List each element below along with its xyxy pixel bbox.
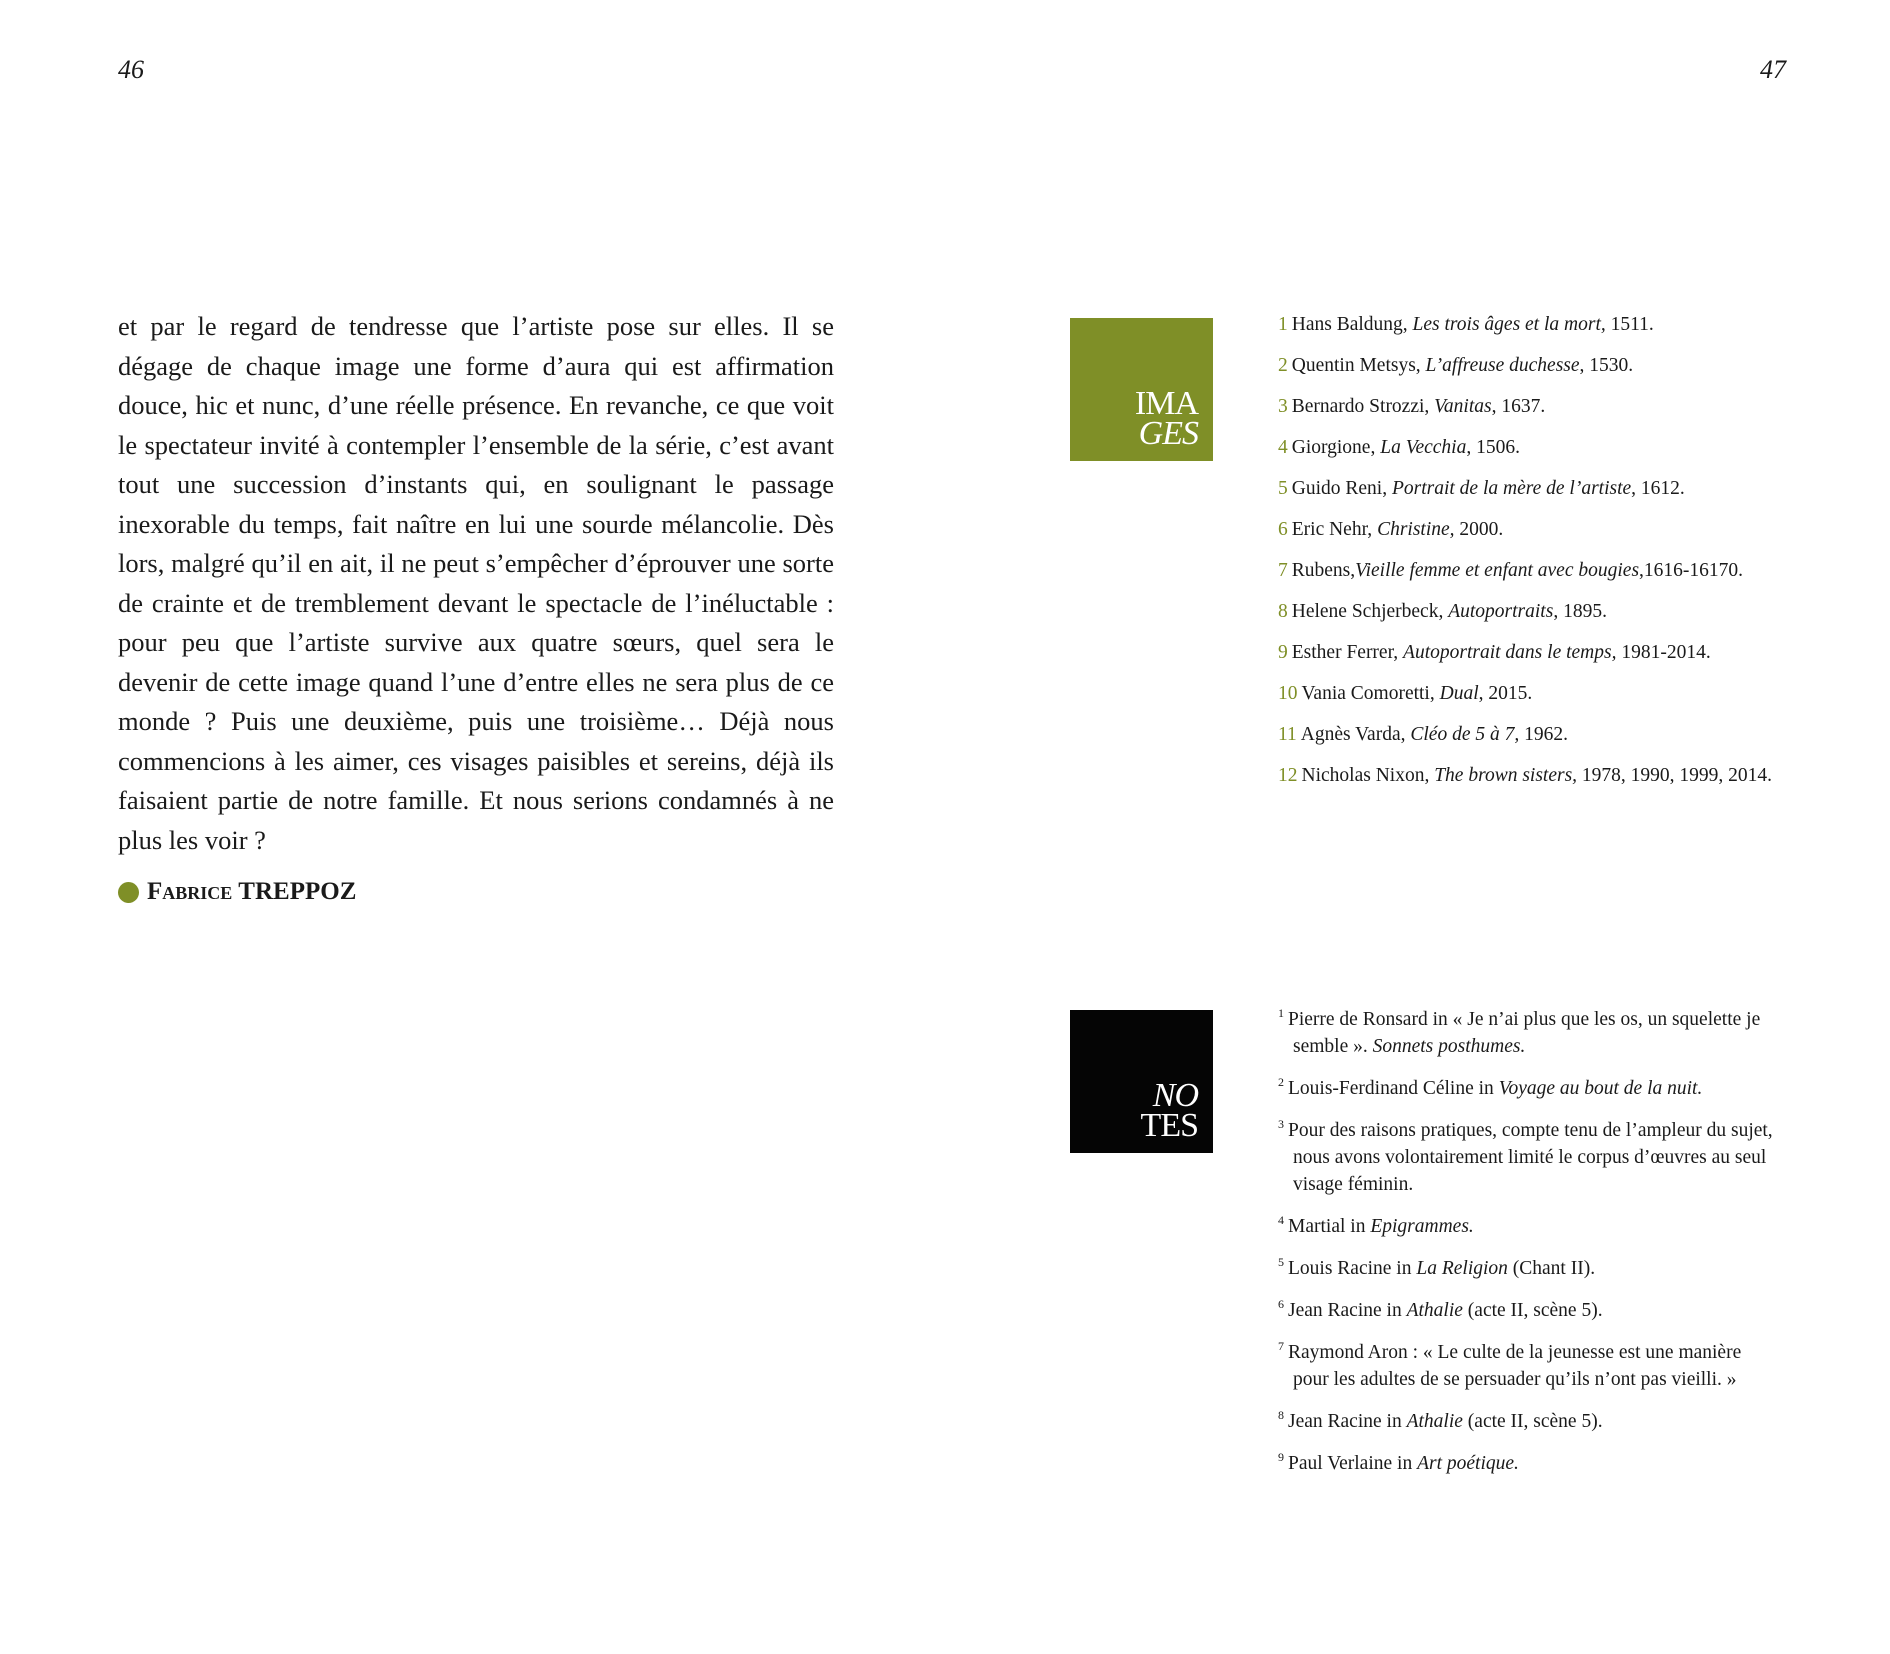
- images-label-line-1: IMA: [1134, 385, 1198, 422]
- image-credit-item: [1278, 434, 1778, 461]
- note-number: 9: [1278, 1450, 1284, 1464]
- image-credit-date: , 1612.: [1631, 478, 1685, 499]
- note-text-after: (acte II, scène 5).: [1462, 1300, 1603, 1321]
- note-number: 6: [1278, 1297, 1284, 1311]
- image-credit-number: 6: [1278, 519, 1288, 540]
- note-text: Raymond Aron : « Le culte de la jeunesse est une manière pour les adultes de se persuader qu’ils n’ont pas vieilli. »: [1288, 1342, 1742, 1390]
- image-credit-title: Vieille femme et enfant avec bougies: [1355, 560, 1640, 581]
- image-credit-title: La Vecchia: [1380, 437, 1467, 458]
- page-number-left: 46: [118, 55, 144, 84]
- image-credit-title: L’affreuse duchesse: [1425, 355, 1580, 376]
- note-number: 3: [1278, 1117, 1284, 1131]
- image-credit-artist: Rubens,: [1291, 560, 1356, 581]
- image-credit-artist: Bernardo Strozzi,: [1291, 396, 1435, 417]
- note-text: Paul Verlaine in: [1288, 1453, 1418, 1474]
- note-text: Pour des raisons pratiques, compte tenu de l’ampleur du sujet, nous avons volontairement limité le corpus d’œuvres au seul visage féminin.: [1288, 1120, 1773, 1195]
- image-credit-artist: Agnès Varda,: [1300, 724, 1411, 745]
- image-credit-number: 11: [1278, 724, 1297, 745]
- note-text-after: (Chant II).: [1507, 1258, 1596, 1279]
- image-credit-title: Cléo de 5 à 7,: [1410, 724, 1520, 745]
- image-credit-title: Autoportraits: [1448, 601, 1554, 622]
- image-credit-title: Dual: [1439, 683, 1479, 704]
- note-item: [1278, 1255, 1778, 1282]
- note-number: 5: [1278, 1255, 1284, 1269]
- image-credit-title: Christine,: [1377, 519, 1455, 540]
- image-credit-artist: Eric Nehr,: [1291, 519, 1378, 540]
- note-title: Sonnets posthumes.: [1372, 1036, 1526, 1057]
- note-item: [1278, 1117, 1778, 1198]
- images-label-line-2: GES: [1138, 415, 1198, 452]
- image-credit-title: Portrait de la mère de l’artiste: [1391, 478, 1632, 499]
- image-credit-artist: Helene Schjerbeck,: [1291, 601, 1449, 622]
- image-credit-date: , 1530.: [1579, 355, 1634, 376]
- image-credit-artist: Quentin Metsys,: [1291, 355, 1426, 376]
- note-item: [1278, 1006, 1778, 1060]
- note-item: [1278, 1075, 1778, 1102]
- page-number-right: 47: [1760, 55, 1786, 84]
- bullet-dot-icon: [118, 882, 139, 903]
- images-label-box: [1070, 318, 1213, 461]
- image-credit-number: 2: [1278, 355, 1288, 376]
- note-item: [1278, 1297, 1778, 1324]
- image-credit-number: 8: [1278, 601, 1288, 622]
- image-credit-item: [1278, 393, 1778, 420]
- image-credit-item: [1278, 639, 1778, 666]
- image-credit-number: 5: [1278, 478, 1288, 499]
- image-credit-number: 1: [1278, 314, 1288, 335]
- note-text: Martial in: [1288, 1216, 1371, 1237]
- image-credit-date: 1978, 1990, 1999, 2014.: [1577, 765, 1773, 786]
- image-credit-artist: Vania Comoretti,: [1301, 683, 1440, 704]
- image-credit-date: 1962.: [1519, 724, 1568, 745]
- image-credit-artist: Esther Ferrer,: [1291, 642, 1404, 663]
- note-number: 4: [1278, 1213, 1284, 1227]
- note-title: La Religion: [1416, 1258, 1508, 1279]
- image-credit-date: , 1637.: [1491, 396, 1546, 417]
- author-last-name: TREPPOZ: [238, 878, 357, 905]
- note-item: [1278, 1213, 1778, 1240]
- image-credit-artist: Nicholas Nixon,: [1301, 765, 1435, 786]
- image-credit-number: 4: [1278, 437, 1288, 458]
- note-title: Athalie: [1406, 1300, 1463, 1321]
- author-first-name: Fabrice: [147, 878, 233, 905]
- note-title: Voyage au bout de la nuit.: [1498, 1078, 1703, 1099]
- image-credit-item: [1278, 721, 1778, 748]
- notes-label-line-1: NO: [1152, 1077, 1198, 1114]
- image-credit-date: , 1506.: [1466, 437, 1520, 458]
- image-credit-artist: Giorgione,: [1291, 437, 1381, 458]
- image-credit-date: , 1895.: [1553, 601, 1607, 622]
- note-title: Art poétique.: [1417, 1453, 1519, 1474]
- image-credit-date: 1511.: [1605, 314, 1654, 335]
- image-credit-number: 12: [1278, 765, 1298, 786]
- image-credit-title: Autoportrait dans le temps,: [1403, 642, 1617, 663]
- image-credit-number: 3: [1278, 396, 1288, 417]
- note-number: 2: [1278, 1075, 1284, 1089]
- image-credit-date: ,1616-16170.: [1639, 560, 1744, 581]
- image-credit-item: [1278, 762, 1778, 789]
- note-text: Jean Racine in: [1288, 1411, 1407, 1432]
- image-credit-date: 2000.: [1454, 519, 1504, 540]
- body-paragraph: et par le regard de tendresse que l’artiste pose sur elles. Il se dégage de chaque image une forme d’aura qui est affirmation douce, hic et nunc, d’une réelle présence. En revanche, ce que voit le spectateur invité à contempler l’ensemble de la série, c’est avant tout une succession d’instants qui, en soulignant le passage inexorable du temps, fait naître en lui une sourde mélancolie. Dès lors, malgré qu’il en ait, il ne peut s’empêcher d’éprouver une sorte de crainte et de tremblement devant le spectacle de l’inéluctable : pour peu que l’artiste survive aux quatre sœurs, quel sera le devenir de cette image quand l’une d’entre elles ne sera plus de ce monde ? Puis une deuxième, puis une troisième… Déjà nous commencions à les aimer, ces visages paisibles et sereins, déjà ils faisaient partie de notre famille. Et nous serions condamnés à ne plus les voir ?: [118, 311, 834, 855]
- image-credit-item: [1278, 311, 1778, 338]
- note-number: 1: [1278, 1006, 1284, 1020]
- notes-label-box: [1070, 1010, 1213, 1153]
- image-credit-artist: Guido Reni,: [1291, 478, 1392, 499]
- image-credits-list: [1278, 311, 1778, 803]
- image-credit-title: Vanitas: [1434, 396, 1492, 417]
- note-text-after: (acte II, scène 5).: [1462, 1411, 1603, 1432]
- image-credit-item: [1278, 557, 1778, 584]
- image-credit-title: Les trois âges et la mort,: [1412, 314, 1606, 335]
- image-credit-number: 10: [1278, 683, 1298, 704]
- image-credit-title: The brown sisters,: [1434, 765, 1578, 786]
- note-item: [1278, 1339, 1778, 1393]
- note-text: Pierre de Ronsard in « Je n’ai plus que les os, un squelette je semble ».: [1288, 1009, 1761, 1057]
- image-credit-number: 9: [1278, 642, 1288, 663]
- note-text: Louis-Ferdinand Céline in: [1288, 1078, 1499, 1099]
- note-number: 8: [1278, 1408, 1284, 1422]
- note-text: Louis Racine in: [1288, 1258, 1417, 1279]
- image-credit-item: [1278, 598, 1778, 625]
- note-title: Epigrammes.: [1370, 1216, 1474, 1237]
- notes-label-line-2: TES: [1140, 1107, 1198, 1144]
- note-number: 7: [1278, 1339, 1284, 1353]
- note-text: Jean Racine in: [1288, 1300, 1407, 1321]
- note-title: Athalie: [1406, 1411, 1463, 1432]
- image-credit-date: 1981-2014.: [1616, 642, 1711, 663]
- image-credit-date: , 2015.: [1478, 683, 1533, 704]
- image-credit-item: [1278, 680, 1778, 707]
- image-credit-number: 7: [1278, 560, 1288, 581]
- image-credit-artist: Hans Baldung,: [1291, 314, 1413, 335]
- note-item: [1278, 1450, 1778, 1477]
- image-credit-item: [1278, 516, 1778, 543]
- notes-list: [1278, 1006, 1778, 1492]
- image-credit-item: [1278, 352, 1778, 379]
- note-item: [1278, 1408, 1778, 1435]
- author-signature: [118, 878, 356, 906]
- image-credit-item: [1278, 475, 1778, 502]
